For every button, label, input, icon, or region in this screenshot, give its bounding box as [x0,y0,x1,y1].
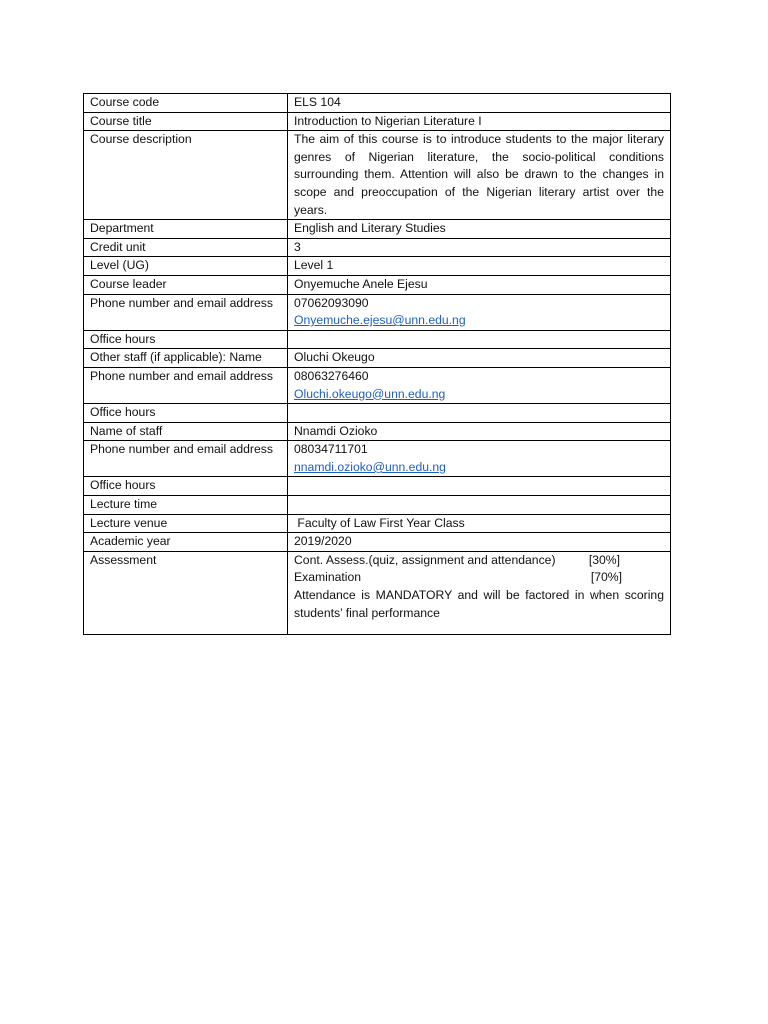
other-staff-email-link[interactable]: Oluchi.okeugo@unn.edu.ng [294,386,446,401]
staff-office-hours-label: Office hours [84,477,288,496]
cont-assess-text: Cont. Assess.(quiz, assignment and attendance) [294,552,556,567]
table-row [84,275,671,294]
leader-office-hours-value [288,330,671,349]
course-info-table [83,93,671,635]
leader-contact-value [288,294,671,330]
table-row [84,94,671,113]
credit-unit-value: 3 [288,238,671,257]
other-staff-contact-value [288,367,671,403]
course-leader-value: Onyemuche Anele Ejesu [288,275,671,294]
course-description-value: The aim of this course is to introduce students to the major literary genres of Nigerian literature, the socio-political conditions surrounding them. Attention will also be drawn to the changes in scope and preoccupation of the Nigerian literary artist over the years. [288,131,671,220]
leader-office-hours-label: Office hours [84,330,288,349]
table-row [84,514,671,533]
lecture-time-value [288,496,671,515]
table-row [84,131,671,220]
examination-percent: [70%] [590,570,622,585]
table-row [84,533,671,552]
level-label: Level (UG) [84,257,288,276]
table-row [84,349,671,368]
other-staff-office-hours-label: Office hours [84,404,288,423]
table-row [84,257,671,276]
staff-email-link[interactable]: nnamdi.ozioko@unn.edu.ng [294,459,446,474]
department-label: Department [84,220,288,239]
academic-year-value: 2019/2020 [288,533,671,552]
level-value: Level 1 [288,257,671,276]
other-staff-label: Other staff (if applicable): Name [84,349,288,368]
cont-assess-line [294,552,664,570]
other-staff-office-hours-value [288,404,671,423]
credit-unit-label: Credit unit [84,238,288,257]
leader-phone: 07062093090 [294,295,369,310]
lecture-time-label: Lecture time [84,496,288,515]
course-code-label: Course code [84,94,288,113]
lecture-venue-value: Faculty of Law First Year Class [288,514,671,533]
table-row [84,367,671,403]
table-row [84,404,671,423]
examination-line [294,569,664,587]
table-row [84,330,671,349]
table-row [84,294,671,330]
leader-contact-label: Phone number and email address [84,294,288,330]
table-row [84,496,671,515]
course-code-value: ELS 104 [288,94,671,113]
name-of-staff-value: Nnamdi Ozioko [288,422,671,441]
table-row [84,422,671,441]
staff-contact-label: Phone number and email address [84,441,288,477]
cont-assess-percent: [30%] [588,552,620,567]
staff-phone: 08034711701 [294,442,368,457]
staff-office-hours-value [288,477,671,496]
other-staff-phone: 08063276460 [294,368,369,383]
table-row [84,220,671,239]
course-title-label: Course title [84,112,288,131]
leader-email-link[interactable]: Onyemuche.ejesu@unn.edu.ng [294,313,466,328]
table-row [84,441,671,477]
examination-text: Examination [294,570,362,585]
academic-year-label: Academic year [84,533,288,552]
staff-contact-value [288,441,671,477]
attendance-note: Attendance is MANDATORY and will be factored in when scoring students’ final performance [294,588,664,620]
assessment-value [288,551,671,634]
table-row [84,238,671,257]
department-value: English and Literary Studies [288,220,671,239]
name-of-staff-label: Name of staff [84,422,288,441]
table-row [84,477,671,496]
course-title-value: Introduction to Nigerian Literature I [288,112,671,131]
course-description-label: Course description [84,131,288,220]
table-row [84,551,671,634]
lecture-venue-label: Lecture venue [84,514,288,533]
course-leader-label: Course leader [84,275,288,294]
other-staff-contact-label: Phone number and email address [84,367,288,403]
other-staff-value: Oluchi Okeugo [288,349,671,368]
table-row [84,112,671,131]
assessment-label: Assessment [84,551,288,634]
